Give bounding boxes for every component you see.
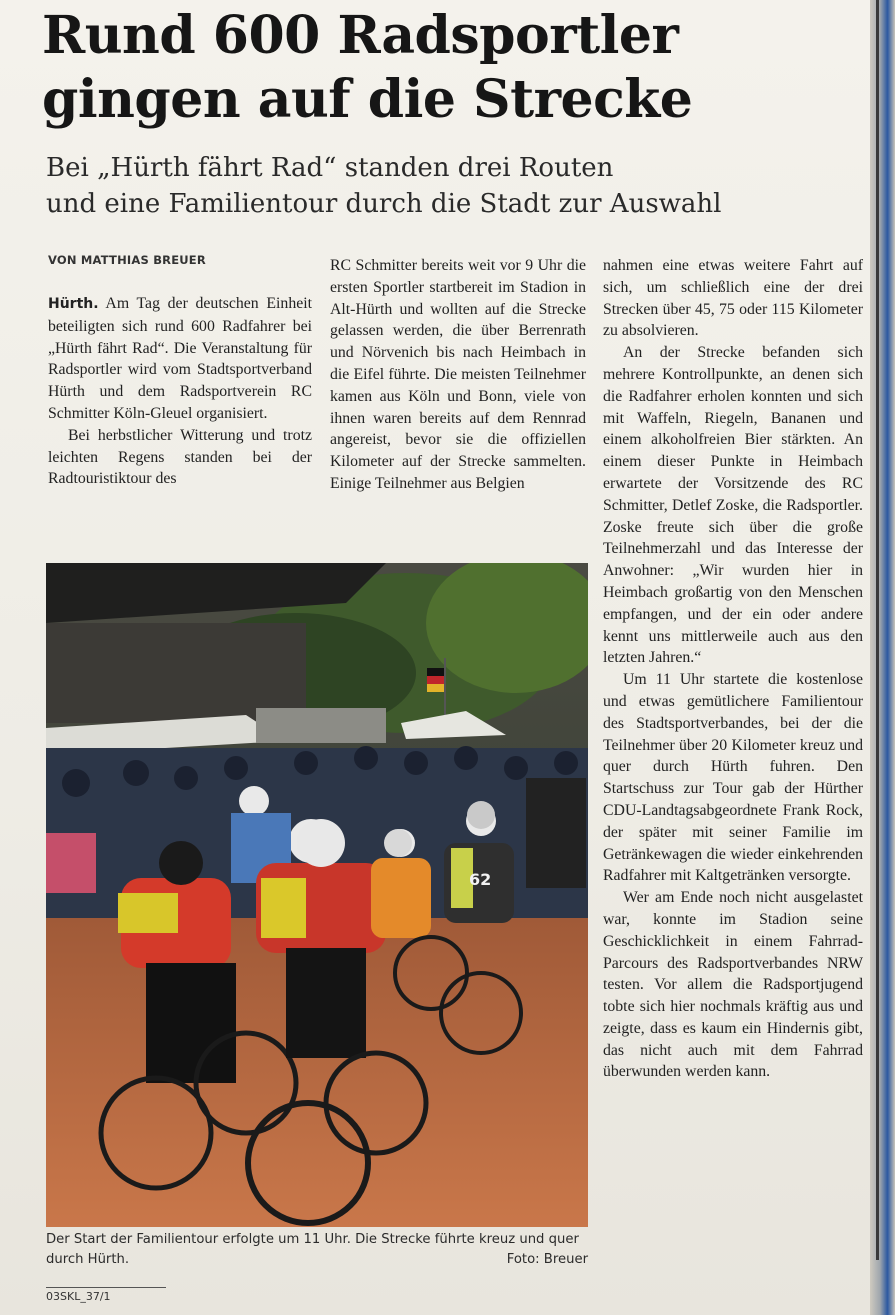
headline-line-1: Rund 600 Radsportler — [42, 5, 679, 66]
paragraph: RC Schmitter bereits weit vor 9 Uhr die ersten Sportler startbereit im Stadion in Alt-Hürth und wollten auf die Strecke gelassen werden, die über Berrenrath und Nörvenich bis nach Heimbach in die Eifel führte. Die meisten Teilnehmer kamen aus Köln und Bonn, viele von ihnen waren bereits auf dem Rennrad angereist, bevor sie die offiziellen Kilometer auf der Strecke sammelten. Einige Teilnehmer aus Belgien — [330, 257, 586, 492]
article-column-1 — [48, 293, 312, 490]
article-photo — [46, 563, 588, 1227]
article-column-3 — [603, 255, 863, 1083]
cyclists-photo-illustration — [46, 563, 588, 1227]
subhead-line-2: und eine Familientour durch die Stadt zur Auswahl — [46, 189, 722, 219]
paragraph: Um 11 Uhr startete die kostenlose und etwas gemütlichere Familientour des Stadtsportverbandes, bei der die Teilnehmer über 20 Kilometer kreuz und quer durch Hürth fuhren. Den Startschuss zur Tour gab der Hürther CDU-Landtagsabgeordnete Frank Rock, der später mit seiner Familie im Getränkewagen die wieder einkehrenden Radfahrer mit Kaltgetränken versorgte. — [603, 671, 863, 885]
paragraph: nahmen eine etwas weitere Fahrt auf sich, um schließlich eine der drei Strecken über 45, 75 oder 115 Kilometer zu absolvieren. — [603, 257, 863, 340]
paragraph-text: Am Tag der deutschen Einheit beteiligten sich rund 600 Radfahrer bei „Hürth fährt Rad“. Die Veranstaltung für Radsportler wird vom Stadtsportverband Hürth und dem Radsportverein RC Schmitter Köln-Gleuel organisiert. — [48, 295, 313, 422]
headline-line-2: gingen auf die Strecke — [42, 69, 693, 130]
column-rule — [876, 0, 879, 1260]
dateline-place: Hürth. — [48, 296, 99, 312]
page-code: 03SKL_37/1 — [46, 1290, 111, 1303]
article-column-2 — [330, 255, 586, 495]
rider-number: 62 — [469, 870, 492, 889]
caption-text: Der Start der Familientour erfolgte um 11 Uhr. Die Strecke führte kreuz und quer durch Hürth. — [46, 1232, 579, 1267]
paragraph: Bei herbstlicher Witterung und trotz leichten Regens standen bei der Radtouristiktour des — [48, 426, 312, 488]
subhead-line-1: Bei „Hürth fährt Rad“ standen drei Routen — [46, 153, 614, 183]
page-edge-background — [870, 0, 895, 1315]
paragraph: Wer am Ende noch nicht ausgelastet war, konnte im Stadion seine Geschicklichkeit in einem Fahrrad-Parcours des Radsportverbandes NRW testen. Vor allem die Radsportjugend tobte sich hier nochmals kräftig aus und zeigte, dass es kaum ein Hindernis gibt, das nicht auch mit dem Fahrrad überwunden werden kann. — [603, 889, 863, 1081]
subheadline — [46, 150, 866, 222]
byline: VON MATTHIAS BREUER — [48, 253, 206, 267]
headline — [42, 4, 862, 132]
paragraph — [48, 293, 312, 425]
photo-caption — [46, 1230, 588, 1270]
footer-divider — [46, 1287, 166, 1288]
paragraph: An der Strecke befanden sich mehrere Kontrollpunkte, an denen sich die Radfahrer erholen konnten und sich mit Waffeln, Riegeln, Bananen und einem alkoholfreien Bier stärkten. An einem dieser Punkte in Heimbach erwartete der Vorsitzende des RC Schmitter, Detlef Zoske, die Radsportler. Zoske freute sich über die große Teilnehmerzahl und das Interesse der Anwohner: „Wir wurden hier in Heimbach großartig von den Menschen empfangen, und der ein oder andere kennt uns mittlerweile auch aus den letzten Jahren.“ — [603, 344, 863, 667]
photo-credit: Foto: Breuer — [506, 1252, 588, 1267]
